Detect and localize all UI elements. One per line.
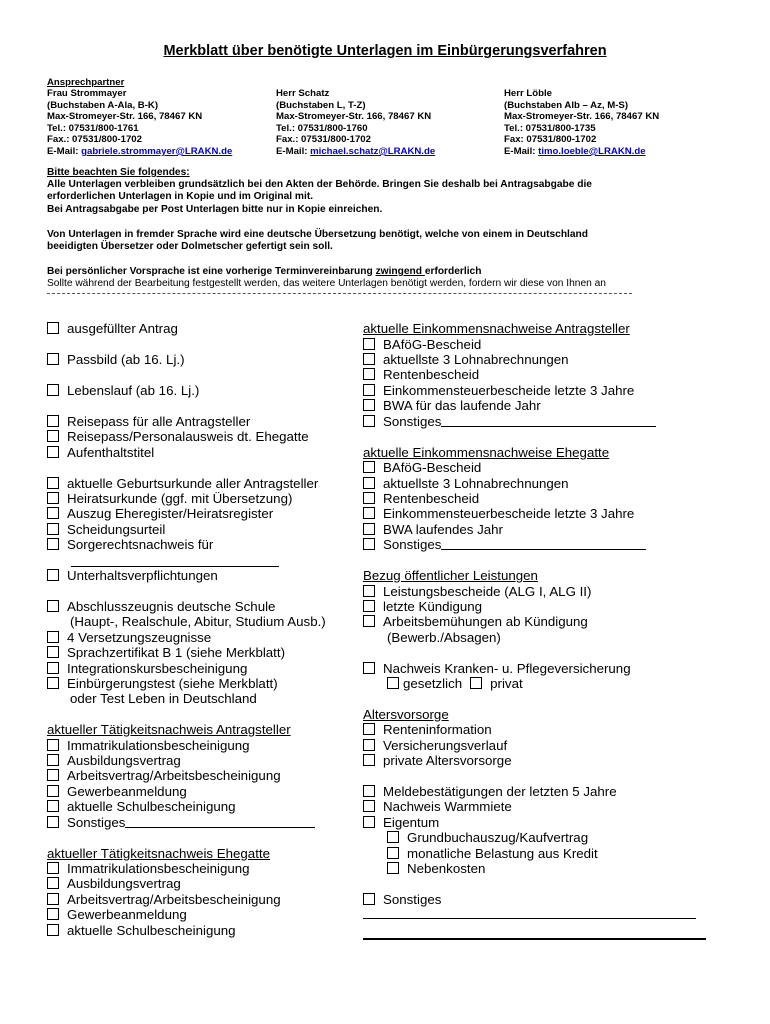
checkbox[interactable] <box>363 662 375 674</box>
contact-fax: Fax.: 07531/800-1702 <box>276 134 371 146</box>
item-label: Reisepass für alle Antragsteller <box>67 414 251 429</box>
divider <box>47 293 632 294</box>
item-label: Leistungsbescheide (ALG I, ALG II) <box>383 584 592 599</box>
item-label: BWA für das laufende Jahr <box>383 398 541 413</box>
checkbox[interactable] <box>363 384 375 396</box>
checkbox[interactable] <box>47 662 59 674</box>
contact-schatz <box>276 88 435 158</box>
notice-block <box>47 167 727 216</box>
item-sublabel: (Haupt-, Realschule, Abitur, Studium Ausb.) <box>70 614 326 629</box>
checkbox[interactable] <box>363 538 375 550</box>
fill-line[interactable] <box>441 414 656 427</box>
item-label: Sonstiges <box>383 892 442 907</box>
checkbox[interactable] <box>47 492 59 504</box>
item-label: Sorgerechtsnachweis für <box>67 537 214 552</box>
item-label: Sonstiges <box>383 414 442 429</box>
item-label: Nachweis Kranken- u. Pflegeversicherung <box>383 661 631 676</box>
section-heading-altersvorsorge: Altersvorsorge <box>363 707 449 722</box>
checkbox[interactable] <box>387 831 399 843</box>
checkbox[interactable] <box>47 507 59 519</box>
item-label: BWA laufendes Jahr <box>383 522 503 537</box>
item-label: Unterhaltsverpflichtungen <box>67 568 218 583</box>
item-label: Auszug Eheregister/Heiratsregister <box>67 506 274 521</box>
checkbox[interactable] <box>363 353 375 365</box>
checkbox[interactable] <box>363 507 375 519</box>
item-label: Sonstiges <box>67 815 126 830</box>
contact-fax: Fax: 07531/800-1702 <box>504 134 597 146</box>
item-label: Renteninformation <box>383 722 492 737</box>
item-label: Rentenbescheid <box>383 491 480 506</box>
notice-line: Bei persönlicher Vorsprache ist eine vorherige Terminvereinbarung <box>47 266 376 277</box>
section-heading-einkommen-antragsteller: aktuelle Einkommensnachweise Antragsteller <box>363 321 630 336</box>
checkbox[interactable] <box>47 569 59 581</box>
contact-mail-link[interactable]: gabriele.strommayer@LRAKN.de <box>81 145 233 157</box>
contact-name: Herr Schatz <box>276 88 330 99</box>
checkbox[interactable] <box>363 461 375 473</box>
checkbox[interactable] <box>363 585 375 597</box>
checkbox[interactable] <box>47 477 59 489</box>
checkbox[interactable] <box>363 615 375 627</box>
page-title: Merkblatt über benötigte Unterlagen im Einbürgerungsverfahren <box>163 43 607 59</box>
item-label: Aufenthaltstitel <box>67 445 155 460</box>
item-label: Heiratsurkunde (ggf. mit Übersetzung) <box>67 491 293 506</box>
item-label: Versicherungsverlauf <box>383 738 508 753</box>
item-label: BAföG-Bescheid <box>383 460 482 475</box>
checkbox[interactable] <box>363 800 375 812</box>
notice-line: erforderlichen Unterlagen in Kopie und im Original mit. <box>47 191 314 203</box>
checkbox[interactable] <box>47 739 59 751</box>
checkbox[interactable] <box>47 646 59 658</box>
checkbox[interactable] <box>47 600 59 612</box>
checkbox[interactable] <box>47 924 59 936</box>
notice-line: erforderlich <box>424 266 482 277</box>
item-label: Gewerbeanmeldung <box>67 907 187 922</box>
notice-line: Sollte während der Bearbeitung festgestellt werden, das weitere Unterlagen benötigt werden, fordern wir diese von Ihnen an <box>47 278 606 290</box>
checkbox[interactable] <box>363 785 375 797</box>
checkbox[interactable] <box>363 415 375 427</box>
checkbox[interactable] <box>47 785 59 797</box>
item-sublabel: oder Test Leben in Deutschland <box>70 691 257 706</box>
item-label: Eigentum <box>383 815 440 830</box>
checkbox[interactable] <box>47 384 59 396</box>
notice-line: Von Unterlagen in fremder Sprache wird eine deutsche Übersetzung benötigt, welche von einem in Deutschland <box>47 229 588 240</box>
section-heading-taetigkeit-antragsteller: aktueller Tätigkeitsnachweis Antragsteller <box>47 722 291 737</box>
checkbox[interactable] <box>363 600 375 612</box>
checkbox[interactable] <box>47 908 59 920</box>
item-label: Immatrikulationsbescheinigung <box>67 738 250 753</box>
item-label: gesetzlich <box>403 676 463 691</box>
item-label: Grundbuchauszug/Kaufvertrag <box>407 830 589 845</box>
fill-line[interactable] <box>363 918 696 919</box>
item-label: Reisepass/Personalausweis dt. Ehegatte <box>67 429 309 444</box>
checkbox[interactable] <box>47 631 59 643</box>
checkbox[interactable] <box>363 739 375 751</box>
checkbox[interactable] <box>47 862 59 874</box>
checkbox[interactable] <box>47 415 59 427</box>
checkbox[interactable] <box>47 677 59 689</box>
checkbox[interactable] <box>47 430 59 442</box>
contact-tel: Tel.: 07531/800-1735 <box>504 122 596 134</box>
item-label: Einkommensteuerbescheide letzte 3 Jahre <box>383 383 635 398</box>
item-label: aktuelle Schulbescheinigung <box>67 923 236 938</box>
checkbox[interactable] <box>363 338 375 350</box>
item-label: Arbeitsvertrag/Arbeitsbescheinigung <box>67 892 281 907</box>
contact-tel: Tel.: 07531/800-1761 <box>47 122 139 134</box>
checkbox[interactable] <box>363 523 375 535</box>
item-label: Rentenbescheid <box>383 367 480 382</box>
checkbox[interactable] <box>363 723 375 735</box>
checkbox[interactable] <box>363 399 375 411</box>
checkbox[interactable] <box>387 862 399 874</box>
item-label: letzte Kündigung <box>383 599 483 614</box>
notice-line: Bei Antragsabgabe per Post Unterlagen bitte nur in Kopie einreichen. <box>47 203 383 215</box>
item-label: private Altersvorsorge <box>383 753 512 768</box>
item-label: ausgefüllter Antrag <box>67 321 178 336</box>
checkbox[interactable] <box>47 877 59 889</box>
item-sublabel: (Bewerb./Absagen) <box>387 630 501 645</box>
contact-letters: (Buchstaben A-Ala, B-K) <box>47 99 159 111</box>
item-label: Immatrikulationsbescheinigung <box>67 861 250 876</box>
item-label: Passbild (ab 16. Lj.) <box>67 352 185 367</box>
item-label: Lebenslauf (ab 16. Lj.) <box>67 383 200 398</box>
item-label: Integrationskursbescheinigung <box>67 661 248 676</box>
checkbox[interactable] <box>47 322 59 334</box>
contact-address: Max-Stromeyer-Str. 166, 78467 KN <box>47 111 203 123</box>
contact-mail-label: E-Mail: <box>504 145 539 157</box>
item-label: aktuelle Schulbescheinigung <box>67 799 236 814</box>
contact-address: Max-Stromeyer-Str. 166, 78467 KN <box>504 111 660 123</box>
item-label: Abschlusszeugnis deutsche Schule <box>67 599 276 614</box>
emphasis-zwingend: zwingend <box>375 266 425 277</box>
fill-line[interactable] <box>441 537 646 550</box>
contact-address: Max-Stromeyer-Str. 166, 78467 KN <box>276 111 432 123</box>
item-label: Sonstiges <box>383 537 442 552</box>
contact-name: Frau Strommayer <box>47 88 127 99</box>
notice-line: Alle Unterlagen verbleiben grundsätzlich bei den Akten der Behörde. Bringen Sie deshalb bei Antragsabgabe die <box>47 179 592 191</box>
item-label: aktuellste 3 Lohnabrechnungen <box>383 476 569 491</box>
appointment-notice <box>47 266 727 290</box>
contact-mail-link[interactable]: timo.loeble@LRAKN.de <box>538 145 646 157</box>
item-label: Einbürgerungstest (siehe Merkblatt) <box>67 676 278 691</box>
section-heading-einkommen-ehegatte: aktuelle Einkommensnachweise Ehegatte <box>363 445 610 460</box>
checkbox[interactable] <box>47 754 59 766</box>
checkbox[interactable] <box>363 754 375 766</box>
contact-letters: (Buchstaben L, T-Z) <box>276 99 366 111</box>
translation-notice <box>47 229 727 253</box>
checkbox[interactable] <box>47 446 59 458</box>
fill-line[interactable] <box>71 566 279 567</box>
contact-mail-link[interactable]: michael.schatz@LRAKN.de <box>310 145 436 157</box>
fill-line[interactable] <box>363 938 706 940</box>
contact-name: Herr Löble <box>504 88 552 99</box>
item-label: Gewerbeanmeldung <box>67 784 187 799</box>
contact-tel: Tel.: 07531/800-1760 <box>276 122 368 134</box>
checkbox[interactable] <box>363 477 375 489</box>
checkbox[interactable] <box>387 847 399 859</box>
checkbox[interactable] <box>363 492 375 504</box>
checkbox-gesetzlich[interactable] <box>387 677 399 689</box>
item-label: Meldebestätigungen der letzten 5 Jahre <box>383 784 617 799</box>
checkbox[interactable] <box>363 816 375 828</box>
checkbox[interactable] <box>47 769 59 781</box>
checkbox[interactable] <box>47 800 59 812</box>
checkbox[interactable] <box>47 816 59 828</box>
item-label: BAföG-Bescheid <box>383 337 482 352</box>
contact-fax: Fax.: 07531/800-1702 <box>47 134 142 146</box>
item-label: Einkommensteuerbescheide letzte 3 Jahre <box>383 506 635 521</box>
item-label: Sprachzertifikat B 1 (siehe Merkblatt) <box>67 645 286 660</box>
contact-loeble <box>504 88 659 158</box>
item-label: Nachweis Warmmiete <box>383 799 512 814</box>
contact-letters: (Buchstaben Alb – Az, M-S) <box>504 99 629 111</box>
item-label: 4 Versetzungszeugnisse <box>67 630 212 645</box>
section-heading-bezug: Bezug öffentlicher Leistungen <box>363 568 538 583</box>
item-label: aktuellste 3 Lohnabrechnungen <box>383 352 569 367</box>
checkbox[interactable] <box>47 523 59 535</box>
checkbox[interactable] <box>47 353 59 365</box>
fill-line[interactable] <box>125 815 315 828</box>
contacts-heading: Ansprechpartner <box>47 77 125 88</box>
contact-strommayer <box>47 88 232 158</box>
item-label: privat <box>490 676 523 691</box>
contact-mail-label: E-Mail: <box>276 145 311 157</box>
item-label: Ausbildungsvertrag <box>67 753 181 768</box>
item-label: Nebenkosten <box>407 861 486 876</box>
item-label: Ausbildungsvertrag <box>67 876 181 891</box>
notice-line: beeidigten Übersetzer oder Dolmetscher gefertigt sein soll. <box>47 241 333 253</box>
item-label: Scheidungsurteil <box>67 522 166 537</box>
item-label: aktuelle Geburtsurkunde aller Antragsteller <box>67 476 319 491</box>
checkbox[interactable] <box>47 538 59 550</box>
section-heading-taetigkeit-ehegatte: aktueller Tätigkeitsnachweis Ehegatte <box>47 846 270 861</box>
checkbox[interactable] <box>363 893 375 905</box>
contact-mail-label: E-Mail: <box>47 145 82 157</box>
checkbox[interactable] <box>47 893 59 905</box>
item-label: Arbeitsvertrag/Arbeitsbescheinigung <box>67 768 281 783</box>
checkbox-privat[interactable] <box>470 677 482 689</box>
item-label: Arbeitsbemühungen ab Kündigung <box>383 614 588 629</box>
notice-heading: Bitte beachten Sie folgendes: <box>47 167 190 178</box>
item-label: monatliche Belastung aus Kredit <box>407 846 598 861</box>
checkbox[interactable] <box>363 368 375 380</box>
